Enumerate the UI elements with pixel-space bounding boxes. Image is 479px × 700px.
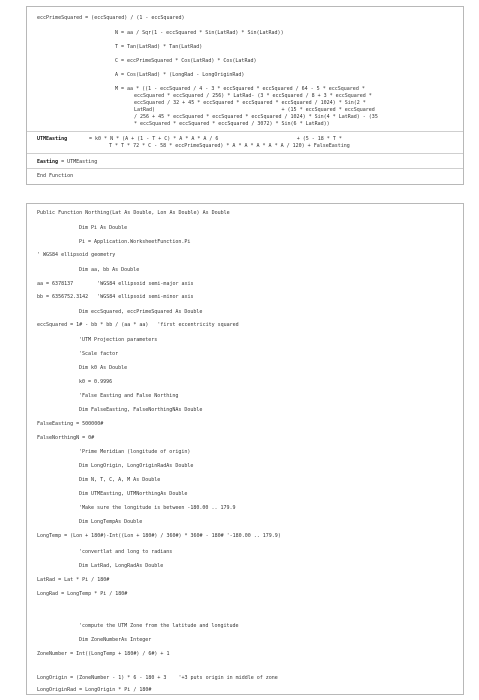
code-line: / 256 + 45 * eccSquared * eccSquared * eccSquared / 1024) * Sin(4 * LatRad) - (35 bbox=[134, 114, 378, 120]
code-line: eccSquared = 1# - bb * bb / (aa * aa) 'first eccentricity squared bbox=[37, 322, 239, 328]
code-line: Pi = Application.WorksheetFunction.Pi bbox=[79, 239, 191, 245]
code-line: 'Prime Meridian (longitude of origin) bbox=[79, 449, 191, 455]
code-line: M = aa * ((1 - eccSquared / 4 - 3 * eccSquared * eccSquared / 64 - 5 * eccSquared * bbox=[115, 86, 365, 92]
easting-assign-line bbox=[37, 159, 97, 165]
code-line: Dim N, T, C, A, M As Double bbox=[79, 477, 161, 483]
northing-code-block bbox=[26, 203, 464, 695]
code-line: 'Make sure the longitude is between -180.00 .. 179.9 bbox=[79, 505, 236, 511]
code-line: Dim Pi As Double bbox=[79, 225, 128, 231]
code-line: Dim FalseEasting, FalseNorthingNAs Double bbox=[79, 407, 203, 413]
code-line: T * T * 72 * C - 58 * eccPrimeSquared) * A * A * A * A * A / 120) + FalseEasting bbox=[109, 143, 350, 149]
code-line: * eccSquared * eccSquared * eccSquared / 3072) * Sin(6 * LatRad)) bbox=[134, 121, 330, 127]
code-line: Dim LatRad, LongRadAs Double bbox=[79, 563, 164, 569]
code-line: Public Function Northing(Lat As Double, Lon As Double) As Double bbox=[37, 210, 230, 216]
code-line: eccSquared * eccSquared / 256) * LatRad- (3 * eccSquared / 8 + 3 * eccSquared * bbox=[134, 93, 372, 99]
code-line: 'False Easting and False Northing bbox=[79, 393, 179, 399]
code-line: Dim UTMEasting, UTMNorthingAs Double bbox=[79, 491, 188, 497]
code-line: LongRad = LongTemp * Pi / 180# bbox=[37, 591, 128, 597]
end-function-line: End Function bbox=[37, 173, 74, 179]
code-line: ZoneNumber = Int((LongTemp + 180#) / 6#) + 1 bbox=[37, 651, 170, 657]
code-line: aa = 6378137 'WGS84 ellipsoid semi-major axis bbox=[37, 281, 194, 287]
code-line: eccPrimeSquared = (eccSquared) / (1 - eccSquared) bbox=[37, 15, 185, 21]
code-line: 'UTM Projection parameters bbox=[79, 337, 158, 343]
code-line: C = eccPrimeSquared * Cos(LatRad) * Cos(LatRad) bbox=[115, 58, 257, 64]
code-line: 'Scale factor bbox=[79, 351, 119, 357]
code-line: 'convertlat and long to radians bbox=[79, 549, 173, 555]
code-line: A = Cos(LatRad) * (LongRad - LongOriginRad) bbox=[115, 72, 245, 78]
code-line: Dim ZoneNumberAs Integer bbox=[79, 637, 152, 643]
code-line: Dim eccSquared, eccPrimeSquared As Double bbox=[79, 309, 203, 315]
easting-code-block bbox=[26, 6, 464, 185]
easting-label: Easting bbox=[37, 159, 59, 165]
code-line: k0 = 0.9996 bbox=[79, 379, 113, 385]
utm-easting-label: UTMEasting bbox=[37, 136, 68, 142]
code-line: FalseEasting = 500000# bbox=[37, 421, 104, 427]
code-line: ' WGS84 ellipsoid geometry bbox=[37, 252, 116, 258]
code-line: LongTemp = (Lon + 180#)-Int((Lon + 180#) / 360#) * 360# - 180# '-180.00 .. 179.9) bbox=[37, 533, 281, 539]
code-line: LatRad = Lat * Pi / 180# bbox=[37, 577, 110, 583]
code-line: FalseNorthingN = 0# bbox=[37, 435, 95, 441]
code-line: eccSquared / 32 + 45 * eccSquared * eccSquared * eccSquared / 1024) * Sin(2 * bbox=[134, 100, 366, 106]
code-line: = k0 * N * (A + (1 - T + C) * A * A * A / 6 + (5 - 18 * T * bbox=[89, 136, 342, 142]
code-line: N = aa / Sqr(1 - eccSquared * Sin(LatRad) * Sin(LatRad)) bbox=[115, 30, 284, 36]
code-line: Dim aa, bb As Double bbox=[79, 267, 140, 273]
separator bbox=[27, 168, 463, 169]
code-line: 'compute the UTM Zone from the latitude and longitude bbox=[79, 623, 239, 629]
code-line: Dim k0 As Double bbox=[79, 365, 128, 371]
code-line: LatRad) + (15 * eccSquared * eccSquared bbox=[134, 107, 375, 113]
separator bbox=[27, 153, 463, 154]
code-line: LongOrigin = (ZoneNumber - 1) * 6 - 180 + 3 '+3 puts origin in middle of zone bbox=[37, 675, 278, 681]
code-line: Dim LongTempAs Double bbox=[79, 519, 143, 525]
code-line: Dim LongOrigin, LongOriginRadAs Double bbox=[79, 463, 194, 469]
easting-value: = UTMEasting bbox=[58, 159, 98, 165]
code-line: T = Tan(LatRad) * Tan(LatRad) bbox=[115, 44, 203, 50]
code-line: LongOriginRad = LongOrigin * Pi / 180# bbox=[37, 687, 152, 693]
separator bbox=[27, 131, 463, 132]
code-line: bb = 6356752.3142 'WGS84 ellipsoid semi-minor axis bbox=[37, 294, 194, 300]
